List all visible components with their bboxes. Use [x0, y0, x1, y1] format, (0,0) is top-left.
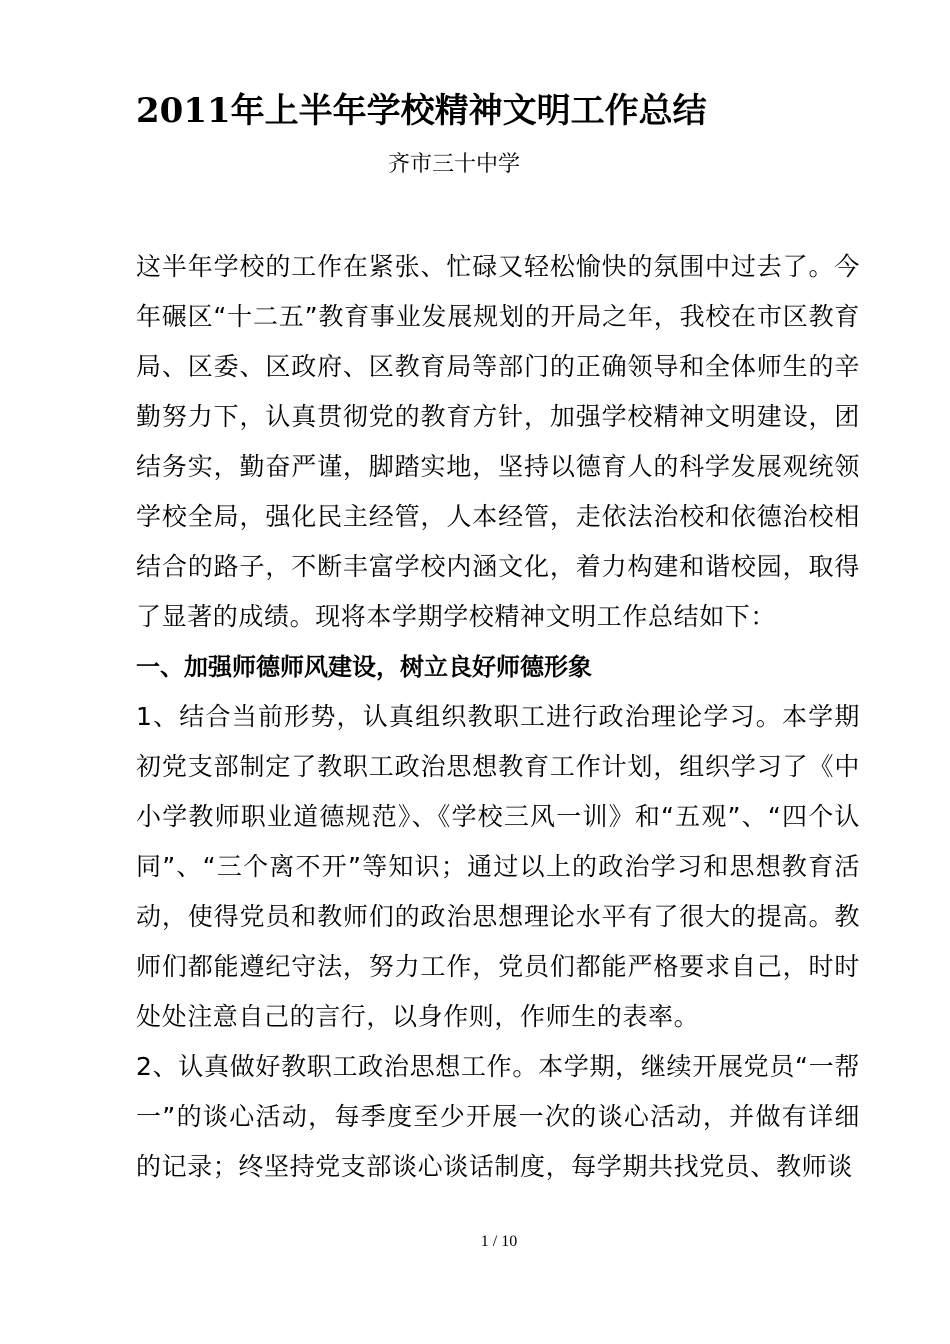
section-heading: 一、加强师德师风建设，树立良好师德形象 — [136, 653, 592, 681]
list-item: 1、结合当前形势，认真组织教职工进行政治理论学习。本学期初党支部制定了教职工政治思想教育工作计划，组织学习了《中小学教师职业道德规范》、《学校三风一训》和“五观”、“四个认同”、“三个离不开”等知识；通过以上的政治学习和思想教育活动，使得党员和教师们的政治思想理论水平有了很大的提高。教师们都能遵纪守法，努力工作，党员们都能严格要求自己，时时处处注意自己的言行，以身作则，作师生的表率。 — [136, 702, 860, 1031]
document-title: 2011年上半年学校精神文明工作总结 — [136, 91, 707, 131]
page-number: 1 / 10 — [480, 1233, 518, 1250]
document-author: 齐市三十中学 — [387, 152, 520, 177]
intro-paragraph: 这半年学校的工作在紧张、忙碌又轻松愉快的氛围中过去了。今年碾区“十二五”教育事业发展规划的开局之年，我校在市区教育局、区委、区政府、区教育局等部门的正确领导和全体师生的辛勤努力下，认真贯彻党的教育方针，加强学校精神文明建设，团结务实，勤奋严谨，脚踏实地，坚持以德育人的科学发展观统领学校全局，强化民主经管，人本经管，走依法治校和依德治校相结合的路子，不断丰富学校内涵文化，着力构建和谐校园，取得了显著的成绩。现将本学期学校精神文明工作总结如下： — [136, 252, 860, 631]
document-body — [136, 242, 860, 1192]
list-item: 2、认真做好教职工政治思想工作。本学期，继续开展党员“一帮一”的谈心活动，每季度至少开展一次的谈心活动，并做有详细的记录；终坚持党支部谈心谈话制度，每学期共找党员、教师谈 — [136, 1052, 860, 1181]
